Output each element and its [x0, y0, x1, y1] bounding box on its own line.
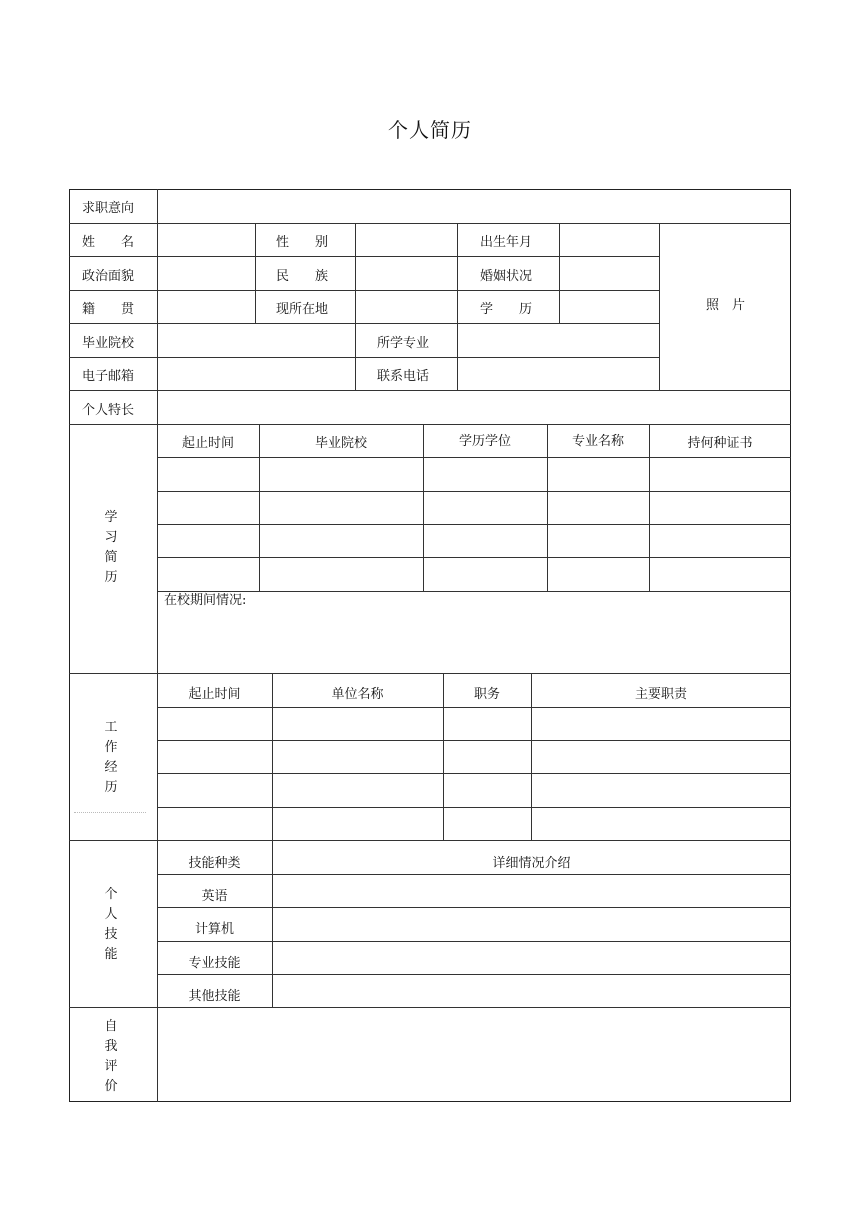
- row-divider: [157, 740, 791, 741]
- skill-english-label: 英语: [201, 889, 228, 904]
- work-header-position: 职务: [473, 687, 500, 702]
- study-header-school: 毕业院校: [314, 436, 367, 451]
- birth-label: 出生年月: [480, 235, 533, 250]
- row-divider: [157, 773, 791, 774]
- row-divider: [157, 707, 791, 708]
- major-label: 所学专业: [377, 336, 430, 351]
- row-divider: [157, 491, 791, 492]
- school-label: 毕业院校: [82, 336, 135, 351]
- work-header-period: 起止时间: [188, 687, 241, 702]
- skills-section-label: 个人技能: [104, 887, 118, 962]
- row-divider: [157, 457, 791, 458]
- job-intention-field[interactable]: [158, 190, 790, 222]
- native-place-field[interactable]: [158, 291, 254, 323]
- specialty-field[interactable]: [158, 391, 790, 423]
- native-place-label: 籍 贯: [82, 302, 135, 317]
- skill-professional-label: 专业技能: [188, 956, 241, 971]
- study-section-label: 学习简历: [104, 510, 118, 585]
- section-divider: [69, 840, 791, 841]
- name-label: 姓 名: [82, 235, 135, 250]
- specialty-label: 个人特长: [82, 403, 135, 418]
- major-field[interactable]: [458, 324, 658, 356]
- row-divider: [157, 524, 791, 525]
- skill-computer-label: 计算机: [194, 922, 234, 937]
- location-label: 现所在地: [276, 302, 329, 317]
- row-divider: [157, 557, 791, 558]
- skill-other-field[interactable]: [273, 975, 790, 1006]
- study-header-major: 专业名称: [571, 434, 624, 449]
- skills-header-type: 技能种类: [188, 856, 241, 871]
- education-field[interactable]: [560, 291, 658, 323]
- skill-computer-field[interactable]: [273, 908, 790, 940]
- dotted-mark: [74, 812, 146, 813]
- study-header-degree: 学历学位: [458, 434, 511, 449]
- phone-label: 联系电话: [377, 369, 430, 384]
- name-field[interactable]: [158, 224, 254, 256]
- gender-field[interactable]: [356, 224, 456, 256]
- job-intention-label: 求职意向: [82, 201, 135, 216]
- ethnicity-field[interactable]: [356, 257, 456, 289]
- col-divider: [255, 223, 256, 323]
- skill-professional-field[interactable]: [273, 942, 790, 973]
- email-field[interactable]: [158, 358, 354, 390]
- political-field[interactable]: [158, 257, 254, 289]
- gender-label: 性 别: [276, 235, 329, 250]
- skill-english-field[interactable]: [273, 875, 790, 906]
- row-divider: [157, 807, 791, 808]
- photo-area[interactable]: [660, 224, 790, 389]
- political-label: 政治面貌: [82, 269, 135, 284]
- page-title: 个人简历: [388, 118, 472, 142]
- phone-field[interactable]: [458, 358, 658, 390]
- photo-label: 照 片: [705, 298, 745, 313]
- row-divider: [157, 591, 791, 592]
- marital-field[interactable]: [560, 257, 658, 289]
- marital-label: 婚姻状况: [480, 269, 533, 284]
- skills-header-detail: 详细情况介绍: [492, 856, 571, 871]
- school-period-label: 在校期间情况:: [164, 593, 247, 608]
- email-label: 电子邮箱: [82, 369, 135, 384]
- self-eval-field[interactable]: [158, 1008, 790, 1101]
- row-divider: [69, 424, 791, 425]
- study-header-period: 起止时间: [181, 436, 234, 451]
- section-divider: [69, 673, 791, 674]
- education-label: 学 历: [480, 302, 533, 317]
- work-section-label: 工作经历: [104, 720, 118, 795]
- skill-other-label: 其他技能: [188, 989, 241, 1004]
- self-eval-section-label: 自我评价: [104, 1019, 118, 1094]
- school-period-field[interactable]: [158, 610, 790, 672]
- ethnicity-label: 民 族: [276, 269, 329, 284]
- work-header-company: 单位名称: [331, 687, 384, 702]
- birth-field[interactable]: [560, 224, 658, 256]
- study-header-certificate: 持何种证书: [687, 436, 753, 451]
- work-header-duties: 主要职责: [634, 687, 687, 702]
- location-field[interactable]: [356, 291, 456, 323]
- school-field[interactable]: [158, 324, 354, 356]
